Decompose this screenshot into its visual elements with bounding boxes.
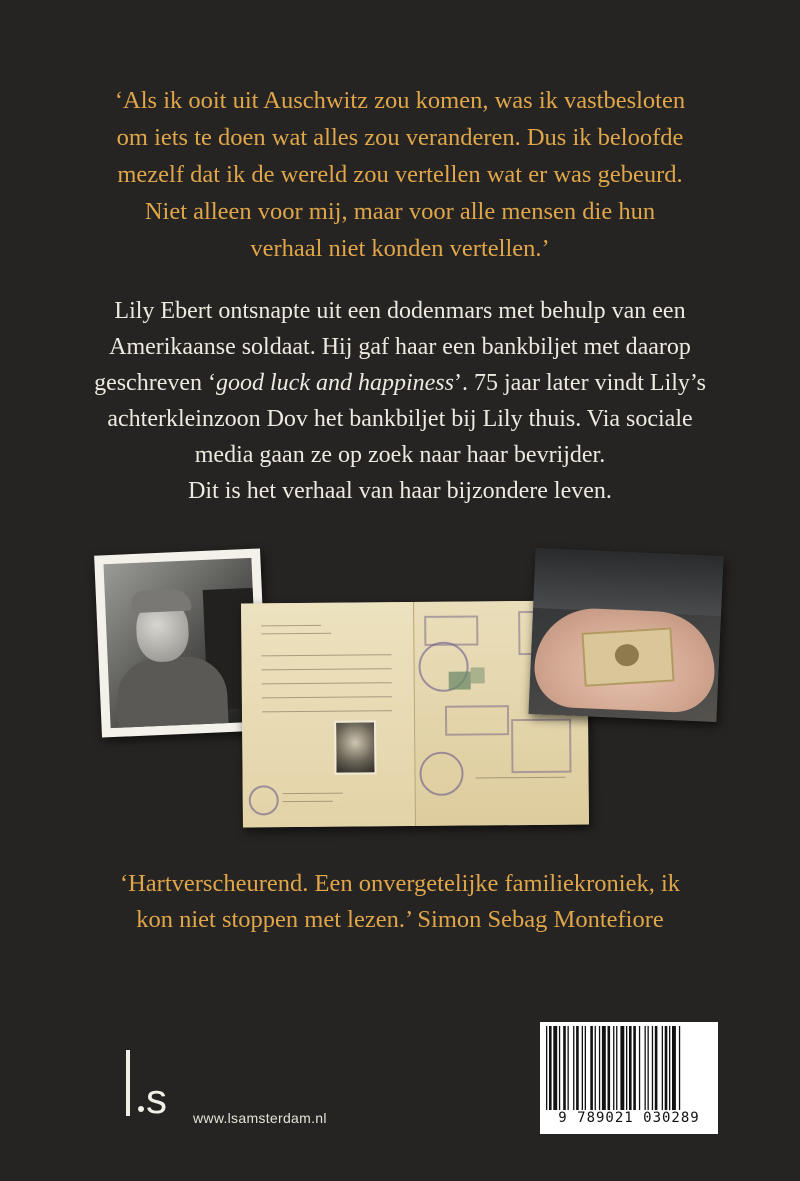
barcode-bar	[599, 1026, 600, 1110]
blurb-line: ’. 75 jaar later vindt Lily’s	[453, 370, 706, 396]
blurb-italic-phrase: good luck and happiness	[216, 370, 454, 396]
barcode-bar	[595, 1026, 596, 1110]
isbn-barcode	[540, 1022, 718, 1134]
barcode-bar	[546, 1026, 547, 1110]
quote-line: ‘Als ik ooit uit Auschwitz zou komen, was ik vastbesloten	[114, 87, 686, 114]
barcode-bar	[573, 1026, 574, 1110]
barcode-bar	[602, 1026, 606, 1110]
barcode-bar	[639, 1026, 640, 1110]
barcode-bar	[679, 1026, 680, 1110]
quote-line: om iets te doen wat alles zou veranderen. Dus ik beloofde	[116, 124, 684, 151]
barcode-bar	[549, 1026, 552, 1110]
publisher-logo	[124, 1050, 184, 1120]
barcode-bar	[633, 1026, 636, 1110]
blurb-line: geschreven ‘	[94, 370, 216, 396]
barcode-bar	[568, 1026, 569, 1110]
barcode-bar	[629, 1026, 632, 1110]
review-line: kon niet stoppen met lezen.’ Simon Sebag Montefiore	[136, 906, 664, 933]
quote-line: mezelf dat ik de wereld zou vertellen wat er was gebeurd.	[117, 161, 683, 188]
blurb-line: Lily Ebert ontsnapte uit een dodenmars met behulp van een	[114, 298, 686, 324]
barcode-bar	[553, 1026, 557, 1110]
quote-line: Niet alleen voor mij, maar voor alle mensen die hun	[144, 198, 656, 225]
blurb-line: achterkleinzoon Dov het bankbiljet bij Lily thuis. Via sociale	[107, 406, 693, 432]
barcode-bar	[576, 1026, 579, 1110]
publisher-url: www.lsamsterdam.nl	[193, 1110, 327, 1126]
barcode-bar	[616, 1026, 617, 1110]
review-line: ‘Hartverscheurend. Een onvergetelijke familiekroniek, ik	[119, 870, 681, 897]
review-quote	[60, 866, 740, 938]
barcode-bar	[590, 1026, 593, 1110]
book-blurb	[70, 293, 730, 509]
quote-line: verhaal niet konden vertellen.’	[250, 235, 550, 262]
banknote-in-hands-photo	[528, 548, 723, 722]
barcode-bar	[662, 1026, 663, 1110]
barcode-bar	[563, 1026, 566, 1110]
barcode-bar	[648, 1026, 649, 1110]
opening-quote	[60, 82, 740, 267]
barcode-bar	[665, 1026, 668, 1110]
barcode-bar	[585, 1026, 586, 1110]
barcode-bar	[626, 1026, 627, 1110]
barcode-bar	[652, 1026, 653, 1110]
blurb-line: media gaan ze op zoek naar haar bevrijder.	[194, 442, 606, 468]
barcode-bar	[655, 1026, 658, 1110]
barcode-bar	[559, 1026, 560, 1110]
barcode-bar	[582, 1026, 583, 1110]
publisher-logo-letter: s	[146, 1075, 167, 1122]
barcode-bar	[669, 1026, 670, 1110]
blurb-line: Dit is het verhaal van haar bijzondere leven.	[188, 478, 612, 504]
barcode-bar	[613, 1026, 614, 1110]
barcode-bar	[608, 1026, 611, 1110]
barcode-bars	[546, 1026, 712, 1110]
blurb-line: Amerikaanse soldaat. Hij gaf haar een bankbiljet met daarop	[109, 334, 691, 360]
barcode-bar	[620, 1026, 624, 1110]
barcode-bar	[645, 1026, 646, 1110]
isbn-number: 9 789021 030289	[558, 1110, 700, 1126]
barcode-bar	[672, 1026, 676, 1110]
